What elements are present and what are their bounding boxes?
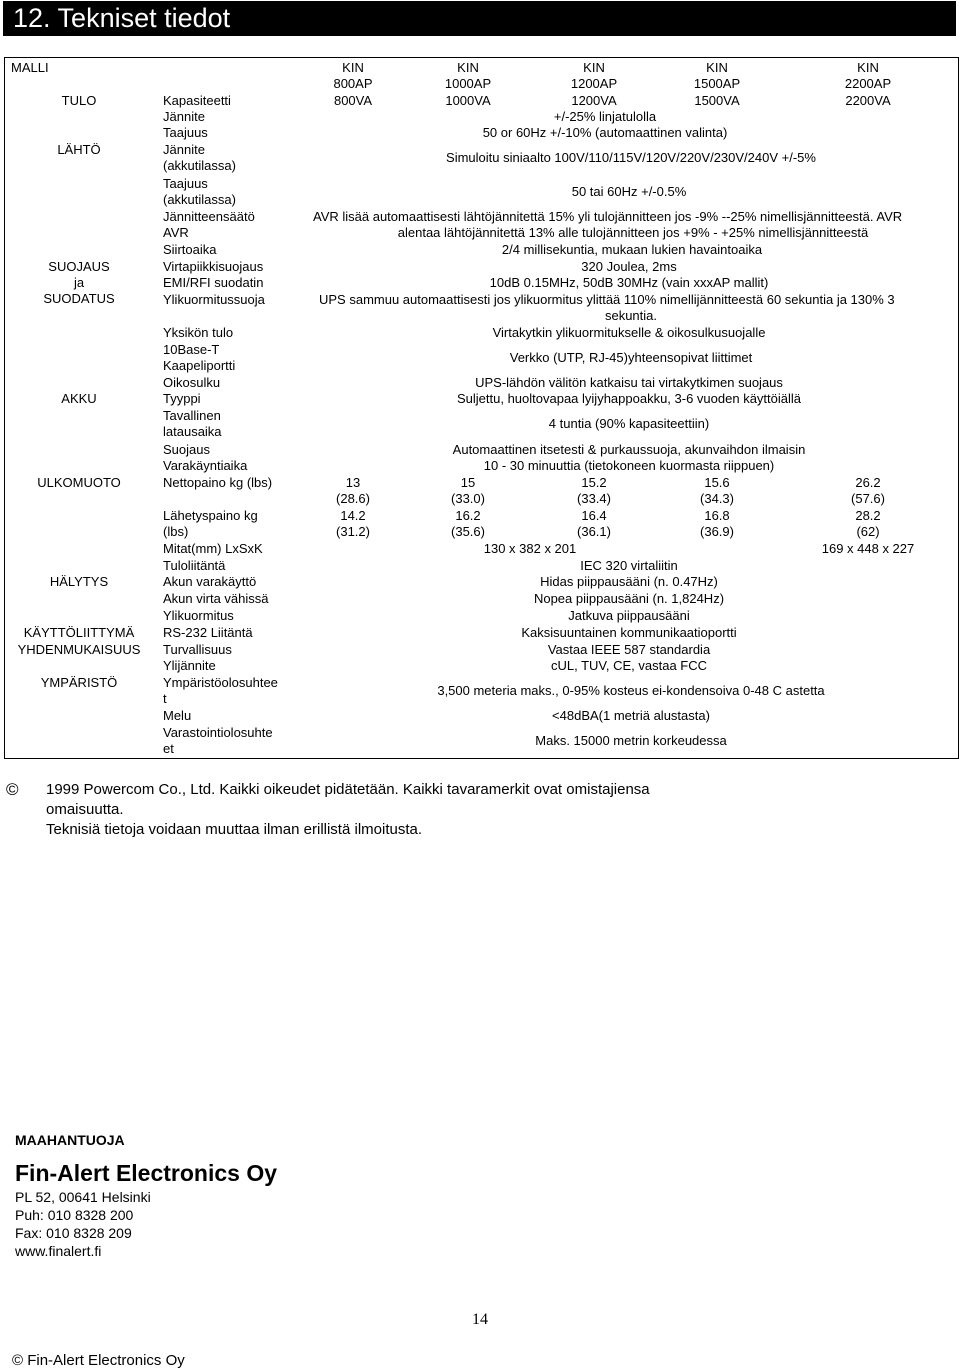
ship-weight-1200-lbs: (36.1): [577, 524, 611, 539]
row-inlet-label: Tuloliitäntä: [163, 558, 226, 573]
row-operating-label-1: Ympäristöolosuhtee: [163, 675, 278, 690]
row-transfer-value: 2/4 millisekuntia, mukaan lukien havaintoaika: [501, 242, 763, 257]
model-1200-line1: KIN: [583, 60, 605, 75]
category-protection-2: ja: [73, 275, 85, 290]
row-surge-label: Virtapiikkisuojaus: [163, 259, 264, 274]
net-weight-800: 13: [345, 475, 361, 490]
model-1200-line2: 1200AP: [570, 76, 618, 91]
category-environment: YMPÄRISTÖ: [40, 675, 118, 690]
row-short-label: Oikosulku: [163, 375, 221, 390]
row-safety-label: Turvallisuus: [163, 642, 232, 657]
section-title: 12. Tekniset tiedot: [13, 3, 231, 33]
capacity-1500: 1500VA: [694, 93, 740, 108]
page-number: 14: [472, 1311, 488, 1328]
row-rs232-value: Kaksisuuntainen kommunikaatioportti: [521, 625, 737, 640]
row-alarm-battery-value: Hidas piippausääni (n. 0.47Hz): [540, 574, 718, 589]
row-alarm-low-label: Akun virta vähissä: [163, 591, 269, 606]
row-output-voltage-label-2: (akkutilassa): [163, 158, 236, 173]
row-alarm-battery-label: Akun varakäyttö: [163, 574, 257, 589]
spec-table: [4, 57, 959, 759]
row-operating-value: 3,500 meteria maks., 0-95% kosteus ei-kondensoiva 0-48 C astetta: [437, 683, 825, 698]
category-output: LÄHTÖ: [57, 142, 101, 157]
row-overload-value-2: sekuntia.: [604, 308, 658, 323]
ship-weight-1200: 16.4: [581, 508, 607, 523]
category-physical: ULKOMUOTO: [37, 475, 121, 490]
model-header-label: MALLI: [11, 60, 49, 75]
net-weight-2200: 26.2: [855, 475, 881, 490]
row-noise-value: <48dBA(1 metriä alustasta): [552, 708, 710, 723]
row-overload-value-1: UPS sammuu automaattisesti jos ylikuormitus ylittää 110% nimellijännitteestä 60 sekuntia ja 130% 3: [319, 292, 895, 307]
row-recharge-value: 4 tuntia (90% kapasiteettiin): [548, 416, 710, 431]
copyright-icon: ©: [6, 780, 19, 799]
ship-weight-1500: 16.8: [704, 508, 730, 523]
row-overvoltage-label: Ylijännite: [163, 658, 216, 673]
ship-weight-2200: 28.2: [855, 508, 881, 523]
row-alarm-low-value: Nopea piippausääni (n. 1,824Hz): [533, 591, 725, 606]
section-title-bar: [3, 1, 956, 36]
importer-label: MAAHANTUOJA: [15, 1132, 125, 1148]
row-storage-value: Maks. 15000 metrin korkeudessa: [535, 733, 727, 748]
importer-contact: [15, 1188, 151, 1260]
row-capacity-label: Kapasiteetti: [163, 93, 231, 108]
row-alarm-overload-label: Ylikuormitus: [163, 608, 234, 623]
row-input-freq-value: 50 or 60Hz +/-10% (automaattinen valinta): [482, 125, 728, 140]
ship-weight-2200-lbs: (62): [856, 524, 880, 539]
row-lan-value: Verkko (UTP, RJ-45)yhteensopivat liittimet: [509, 350, 753, 365]
row-storage-label-1: Varastointiolosuhte: [163, 725, 273, 740]
row-battery-protect-label: Suojaus: [163, 442, 210, 457]
row-overvoltage-value: cUL, TUV, CE, vastaa FCC: [550, 658, 708, 673]
row-transfer-label: Siirtoaika: [163, 242, 217, 257]
row-alarm-overload-value: Jatkuva piippausääni: [568, 608, 690, 623]
footer-copyright: © Fin-Alert Electronics Oy: [12, 1352, 185, 1369]
row-output-voltage-label-1: Jännite: [163, 142, 205, 157]
capacity-2200: 2200VA: [845, 93, 891, 108]
category-input: TULO: [61, 93, 97, 108]
row-output-freq-value: 50 tai 60Hz +/-0.5%: [571, 184, 687, 199]
copyright-line-1: 1999 Powercom Co., Ltd. Kaikki oikeudet pidätetään. Kaikki tavaramerkit ovat omistajiensa: [46, 781, 650, 798]
row-unit-input-label: Yksikön tulo: [163, 325, 234, 340]
capacity-800: 800VA: [333, 93, 373, 108]
row-safety-value: Vastaa IEEE 587 standardia: [547, 642, 711, 657]
row-input-voltage-value: +/-25% linjatulolla: [553, 109, 657, 124]
importer-fax: Fax: 010 8328 209: [15, 1225, 132, 1241]
row-inlet-value: IEC 320 virtaliitin: [580, 558, 678, 573]
row-battery-type-value: Suljettu, huoltovapaa lyijyhappoakku, 3-6 vuoden käyttöiällä: [456, 391, 802, 406]
importer-website[interactable]: www.finalert.fi: [15, 1243, 102, 1259]
row-output-freq-label-2: (akkutilassa): [163, 192, 236, 207]
change-notice: Teknisiä tietoja voidaan muuttaa ilman erillistä ilmoitusta.: [46, 821, 423, 838]
row-dimensions-label: Mitat(mm) LxSxK: [163, 541, 263, 556]
model-1000-line1: KIN: [457, 60, 479, 75]
copyright-line-2: omaisuutta.: [46, 801, 124, 818]
dimensions-large-model: 169 x 448 x 227: [821, 541, 915, 556]
row-noise-label: Melu: [163, 708, 192, 723]
category-interface: KÄYTTÖLIITTYMÄ: [23, 625, 135, 640]
category-protection-1: SUOJAUS: [48, 259, 110, 274]
importer-company: Fin-Alert Electronics Oy: [15, 1160, 278, 1186]
net-weight-1500: 15.6: [704, 475, 730, 490]
row-rs232-label: RS-232 Liitäntä: [163, 625, 253, 640]
row-input-freq-label: Taajuus: [163, 125, 208, 140]
row-output-voltage-value: Simuloitu siniaalto 100V/110/115V/120V/220V/230V/240V +/-5%: [446, 150, 816, 165]
net-weight-1200: 15.2: [581, 475, 607, 490]
importer-phone: Puh: 010 8328 200: [15, 1207, 134, 1223]
net-weight-1000: 15: [460, 475, 476, 490]
row-emi-label: EMI/RFI suodatin: [163, 275, 264, 290]
model-1500-line1: KIN: [706, 60, 728, 75]
ship-weight-1000-lbs: (35.6): [451, 524, 485, 539]
row-lan-label-2: Kaapeliportti: [163, 358, 236, 373]
row-net-weight-label: Nettopaino kg (lbs): [163, 475, 273, 490]
net-weight-1000-lbs: (33.0): [451, 491, 485, 506]
net-weight-1500-lbs: (34.3): [700, 491, 734, 506]
ship-weight-1500-lbs: (36.9): [700, 524, 734, 539]
ship-weight-800: 14.2: [340, 508, 366, 523]
row-battery-type-label: Tyyppi: [163, 391, 201, 406]
row-ship-weight-label-1: Lähetyspaino kg: [163, 508, 258, 523]
row-operating-label-2: t: [163, 691, 167, 706]
model-1500-line2: 1500AP: [693, 76, 741, 91]
category-protection-3: SUODATUS: [43, 291, 115, 306]
net-weight-1200-lbs: (33.4): [577, 491, 611, 506]
row-avr-value-2: alentaa lähtöjännitettä 13% alle tulojännitteen jos +9% - +25% nimellisjännitteestä: [397, 225, 869, 240]
row-avr-label-1: Jännitteensäätö: [163, 209, 255, 224]
row-emi-value: 10dB 0.15MHz, 50dB 30MHz (vain xxxAP mallit): [489, 275, 769, 290]
dimensions-small-models: 130 x 382 x 201: [483, 541, 577, 556]
row-avr-label-2: AVR: [163, 225, 189, 240]
row-avr-value-1: AVR lisää automaattisesti lähtöjännitettä 15% yli tulojännitteen jos -9% --25% nimellisjännitteestä. AVR: [313, 209, 903, 224]
category-alarms: HÄLYTYS: [49, 574, 109, 589]
row-output-freq-label-1: Taajuus: [163, 176, 208, 191]
row-short-value: UPS-lähdön välitön katkaisu tai virtakytkimen suojaus: [475, 375, 783, 390]
net-weight-2200-lbs: (57.6): [851, 491, 885, 506]
capacity-1200: 1200VA: [571, 93, 617, 108]
row-storage-label-2: et: [163, 741, 174, 756]
model-1000-line2: 1000AP: [444, 76, 492, 91]
importer-address: PL 52, 00641 Helsinki: [15, 1189, 151, 1205]
net-weight-800-lbs: (28.6): [336, 491, 370, 506]
model-2200-line1: KIN: [857, 60, 879, 75]
ship-weight-1000: 16.2: [455, 508, 481, 523]
category-battery: AKKU: [61, 391, 97, 406]
row-surge-value: 320 Joulea, 2ms: [581, 259, 677, 274]
row-recharge-label-2: latausaika: [163, 424, 222, 439]
model-2200-line2: 2200AP: [844, 76, 892, 91]
row-input-voltage-label: Jännite: [163, 109, 205, 124]
row-ship-weight-label-2: (lbs): [163, 524, 189, 539]
row-lan-label-1: 10Base-T: [163, 342, 220, 357]
row-overload-label: Ylikuormitussuoja: [163, 292, 265, 307]
capacity-1000: 1000VA: [445, 93, 491, 108]
model-800-line2: 800AP: [333, 76, 373, 91]
row-backup-value: 10 - 30 minuuttia (tietokoneen kuormasta riippuen): [483, 458, 775, 473]
model-800-line1: KIN: [342, 60, 364, 75]
category-compliance: YHDENMUKAISUUS: [17, 642, 141, 657]
row-backup-label: Varakäyntiaika: [163, 458, 248, 473]
row-recharge-label-1: Tavallinen: [163, 408, 221, 423]
row-battery-protect-value: Automaattinen itsetesti & purkaussuoja, akunvaihdon ilmaisin: [452, 442, 806, 457]
ship-weight-800-lbs: (31.2): [336, 524, 370, 539]
row-unit-input-value: Virtakytkin ylikuormitukselle & oikosulkusuojalle: [492, 325, 766, 340]
